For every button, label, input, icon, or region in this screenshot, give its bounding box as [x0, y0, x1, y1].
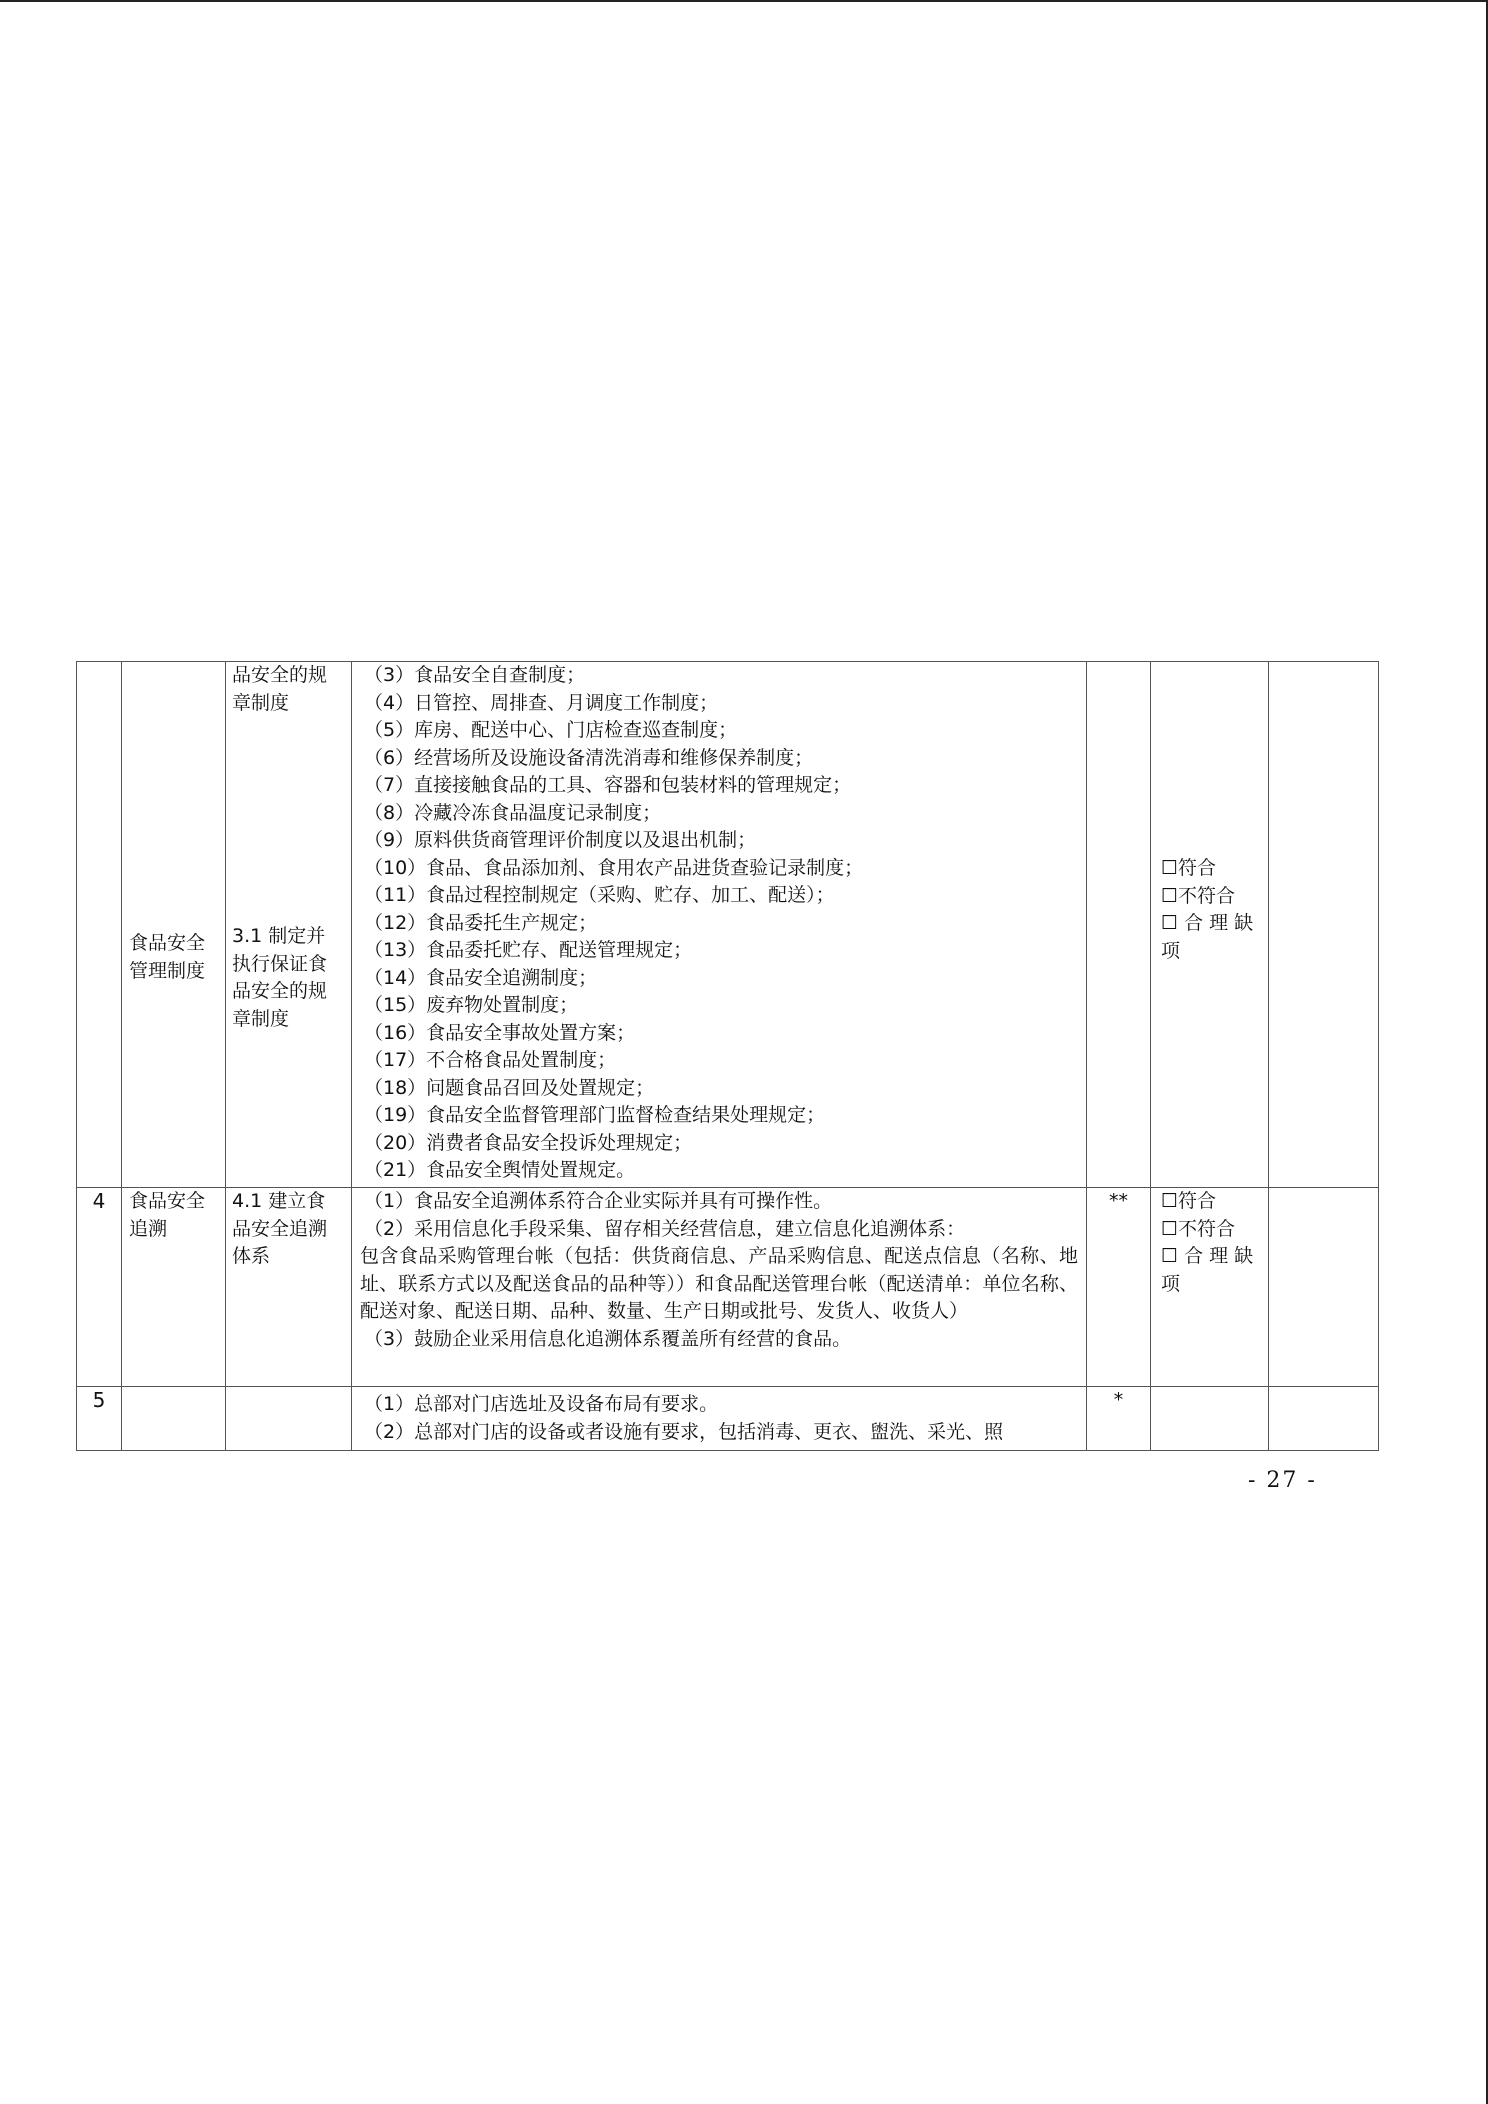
requirement-line: （7）直接接触食品的工具、容器和包装材料的管理规定；	[364, 774, 852, 796]
page-number: - 27 -	[1248, 1468, 1317, 1493]
table-row-management	[77, 662, 1379, 1188]
page-top-border	[0, 0, 1488, 2]
remarks-cell	[1269, 1188, 1379, 1387]
remarks-cell	[1269, 1387, 1379, 1451]
requirement-line: （2）总部对门店的设备或者设施有要求，包括消毒、更衣、盥洗、采光、照	[364, 1420, 1004, 1443]
requirement-line: （10）食品、食品添加剂、食用农产品进货查验记录制度；	[364, 856, 864, 879]
requirement-line: （18）问题食品召回及处置规定；	[364, 1076, 655, 1099]
requirement-line: （14）食品安全追溯制度；	[364, 966, 598, 989]
requirement-line: （17）不合格食品处置制度；	[364, 1049, 617, 1071]
requirements-cell	[352, 1188, 1087, 1387]
requirement-line: （13）食品委托贮存、配送管理规定；	[364, 939, 693, 961]
inspection-table	[76, 661, 1379, 1451]
checkbox-nonconform[interactable]: ☐不符合	[1161, 884, 1236, 907]
requirement-line: （6）经营场所及设施设备清洗消毒和维修保养制度；	[364, 746, 814, 769]
checkbox-reasonable-missing-suffix: 项	[1161, 939, 1181, 962]
result-cell	[1151, 1387, 1269, 1451]
checkbox-conform[interactable]: ☐符合	[1161, 857, 1217, 879]
category-cell: 食品安全 管理制度	[122, 662, 226, 1188]
checkbox-reasonable-missing-suffix: 项	[1161, 1272, 1181, 1295]
requirement-line: （1）总部对门店选址及设备布局有要求。	[364, 1393, 719, 1415]
requirement-line: （3）鼓励企业采用信息化追溯体系覆盖所有经营的食品。	[364, 1327, 852, 1350]
checkbox-reasonable-missing[interactable]: ☐ 合 理 缺	[1161, 1245, 1254, 1267]
checkbox-reasonable-missing[interactable]: ☐ 合 理 缺	[1161, 912, 1254, 934]
importance-cell	[1087, 662, 1151, 1188]
importance-cell: *	[1087, 1387, 1151, 1451]
row-number	[77, 662, 122, 1188]
requirement-line: （2）采用信息化手段采集、留存相关经营信息，建立信息化追溯体系：	[364, 1217, 966, 1240]
item-title: 3.1 制定并 执行保证食 品安全的规 章制度	[232, 925, 328, 1030]
result-cell	[1151, 662, 1269, 1188]
table-row-traceability	[77, 1188, 1379, 1387]
requirement-line: （9）原料供货商管理评价制度以及退出机制；	[364, 829, 757, 851]
item-title: 4.1 建立食 品安全追溯 体系	[226, 1188, 352, 1387]
requirement-line: （4）日管控、周排查、月调度工作制度；	[364, 691, 719, 714]
item-continued: 品安全的规 章制度	[232, 664, 328, 714]
requirement-line: （8）冷藏冷冻食品温度记录制度；	[364, 801, 662, 824]
checkbox-conform[interactable]: ☐符合	[1161, 1190, 1217, 1212]
requirement-line: （20）消费者食品安全投诉处理规定；	[364, 1131, 693, 1154]
requirement-paragraph: 包含食品采购管理台帐（包括：供货商信息、产品采购信息、配送点信息（名称、地址、联系方式以及配送食品的品种等））和食品配送管理台帐（配送清单：单位名称、配送对象、配送日期、品种、数量、生产日期或批号、发货人、收货人）	[360, 1245, 1078, 1322]
importance-cell: **	[1087, 1188, 1151, 1387]
checkbox-nonconform[interactable]: ☐不符合	[1161, 1217, 1236, 1240]
requirement-line: （16）食品安全事故处置方案；	[364, 1021, 636, 1044]
category-cell	[122, 1387, 226, 1451]
item-cell	[226, 662, 352, 1188]
requirement-line: （5）库房、配送中心、门店检查巡查制度；	[364, 719, 738, 741]
requirement-line: （1）食品安全追溯体系符合企业实际并具有可操作性。	[364, 1190, 833, 1212]
result-cell	[1151, 1188, 1269, 1387]
row-number: 5	[77, 1387, 122, 1451]
category-cell: 食品安全 追溯	[122, 1188, 226, 1387]
remarks-cell	[1269, 662, 1379, 1188]
requirement-line: （11）食品过程控制规定（采购、贮存、加工、配送）；	[364, 884, 835, 906]
row-number: 4	[77, 1188, 122, 1387]
requirements-cell	[352, 662, 1087, 1188]
requirements-cell	[352, 1387, 1087, 1451]
table-row-store-requirements	[77, 1387, 1379, 1451]
requirement-line: （21）食品安全舆情处置规定。	[364, 1159, 636, 1181]
requirement-line: （12）食品委托生产规定；	[364, 911, 598, 934]
requirement-line: （3）食品安全自查制度；	[364, 664, 586, 686]
requirement-line: （15）废弃物处置制度；	[364, 994, 579, 1016]
requirement-line: （19）食品安全监督管理部门监督检查结果处理规定；	[364, 1104, 826, 1126]
item-title	[226, 1387, 352, 1451]
